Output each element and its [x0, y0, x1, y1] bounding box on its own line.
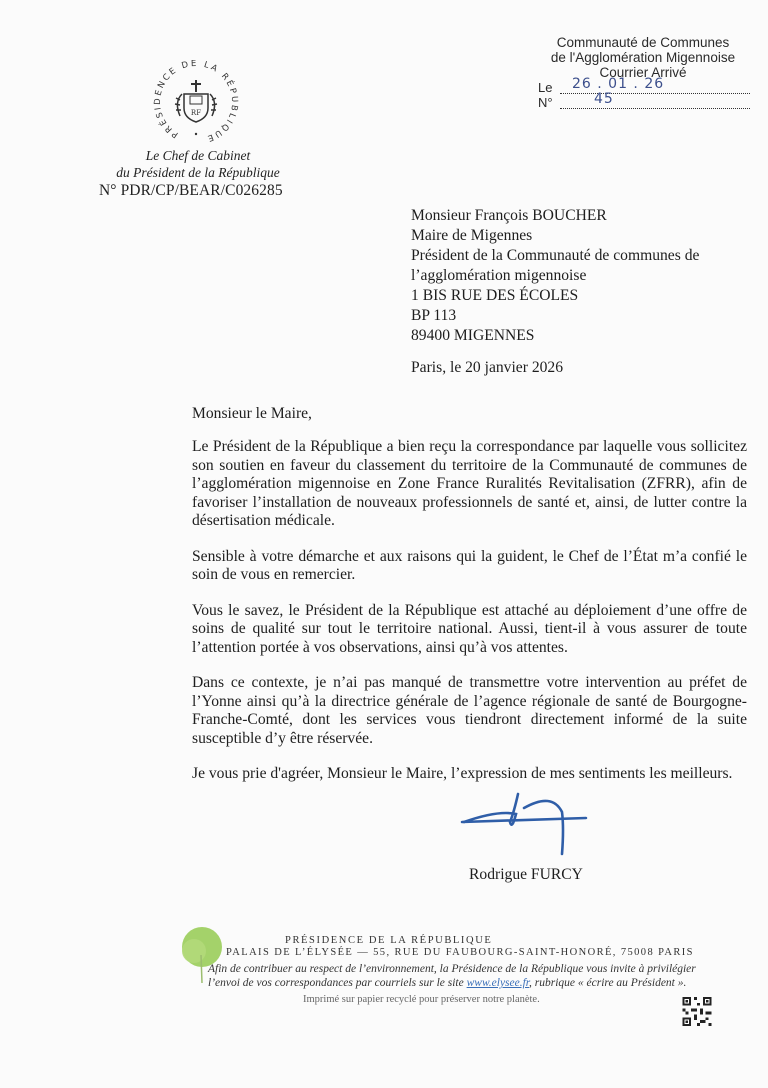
sender-title-line2: du Président de la République	[116, 165, 280, 180]
stamp-number-value: 45	[594, 91, 614, 107]
presidency-seal	[146, 60, 246, 146]
eco-line2-after: , rubrique « écrire au Président ».	[529, 977, 687, 989]
eco-line1: Afin de contribuer au respect de l’environnement, la Présidence de la République vous invite à privilégier	[208, 963, 696, 975]
signature	[458, 792, 608, 858]
presidency-seal-icon	[146, 60, 246, 146]
stamp-number-label: N°	[538, 95, 553, 110]
signature-icon	[458, 792, 608, 858]
stamp-date-value: 26 . 01 . 26	[572, 76, 665, 92]
stamp-date-row	[538, 76, 758, 95]
svg-text:PRÉSIDENCE DE LA RÉPUBLIQUE: PRÉSIDENCE DE LA RÉPUBLIQUE	[152, 60, 240, 144]
footer-address: PALAIS DE L’ÉLYSÉE — 55, RUE DU FAUBOURG-SAINT-HONORÉ, 75008 PARIS	[226, 947, 694, 958]
svg-text:RF: RF	[190, 109, 202, 117]
address-line: 1 BIS RUE DES ÉCOLES	[411, 287, 579, 304]
address-line: l’agglomération migennoise	[411, 267, 587, 284]
paragraph: Dans ce contexte, je n’ai pas manqué de transmettre votre intervention au préfet de l’Yonne ainsi qu’à la directrice générale de l’agence régionale de santé de Bourgogne-Franche-Comté, dont les services vous tiendront directement informé de la suite susceptible d’y être réservée.	[192, 674, 747, 747]
qr-code[interactable]	[682, 997, 712, 1026]
sender-title	[98, 147, 298, 181]
reference-number: N° PDR/CP/BEAR/C026285	[99, 182, 283, 199]
eco-line2	[208, 976, 696, 990]
qr-code-icon	[682, 997, 712, 1026]
paragraph: Le Président de la République a bien reçu la correspondance par laquelle vous sollicitez son soutien en faveur du classement du territoire de la Communauté de communes de l’agglomération migennoise en Zone France Ruralités Revitalisation (ZFRR), afin de favoriser l’installation de nouveaux professionnels de santé et, ainsi, de lutter contre la désertisation médicale.	[192, 438, 747, 529]
letter-date: Paris, le 20 janvier 2026	[411, 359, 564, 376]
recipient-address	[411, 206, 699, 346]
stamp-number-row	[538, 91, 758, 110]
letter-body	[192, 438, 747, 801]
stamp-line1: Communauté de Communes	[556, 35, 730, 50]
address-line: Président de la Communauté de communes de	[411, 247, 700, 264]
salutation: Monsieur le Maire,	[192, 405, 312, 422]
signer-name: Rodrigue FURCY	[469, 866, 583, 883]
paragraph: Je vous prie d'agréer, Monsieur le Maire, l’expression de mes sentiments les meilleurs.	[192, 765, 733, 782]
paragraph: Sensible à votre démarche et aux raisons qui la guident, le Chef de l’État m’a confié le soin de vous en remercier.	[192, 547, 747, 583]
sender-title-line1: Le Chef de Cabinet	[145, 148, 251, 163]
address-line: BP 113	[411, 307, 457, 324]
recycled-note: Imprimé sur papier recyclé pour préserver notre planète.	[303, 994, 540, 1005]
footer-org: PRÉSIDENCE DE LA RÉPUBLIQUE	[285, 935, 493, 946]
footer-eco-note	[208, 962, 696, 990]
stamp-line2: de l'Agglomération Migennoise	[550, 50, 736, 65]
elysee-link[interactable]: www.elysee.fr	[466, 977, 530, 989]
dotted-line	[560, 97, 750, 109]
eco-line2-before: l’envoi de vos correspondances par courriels sur le site	[208, 977, 467, 989]
address-line: 89400 MIGENNES	[411, 327, 535, 344]
reception-stamp	[528, 35, 758, 110]
stamp-line3: Courrier Arrivé	[599, 65, 687, 80]
stamp-date-label: Le	[538, 80, 553, 95]
address-line: Maire de Migennes	[411, 227, 533, 244]
address-line: Monsieur François BOUCHER	[411, 207, 607, 224]
paragraph: Vous le savez, le Président de la République est attaché au déploiement d’une offre de soins de qualité sur tout le territoire national. Aussi, tient-il à vous assurer de toute l’attention portée à vos observations, ainsi qu’à vos attentes.	[192, 601, 747, 656]
